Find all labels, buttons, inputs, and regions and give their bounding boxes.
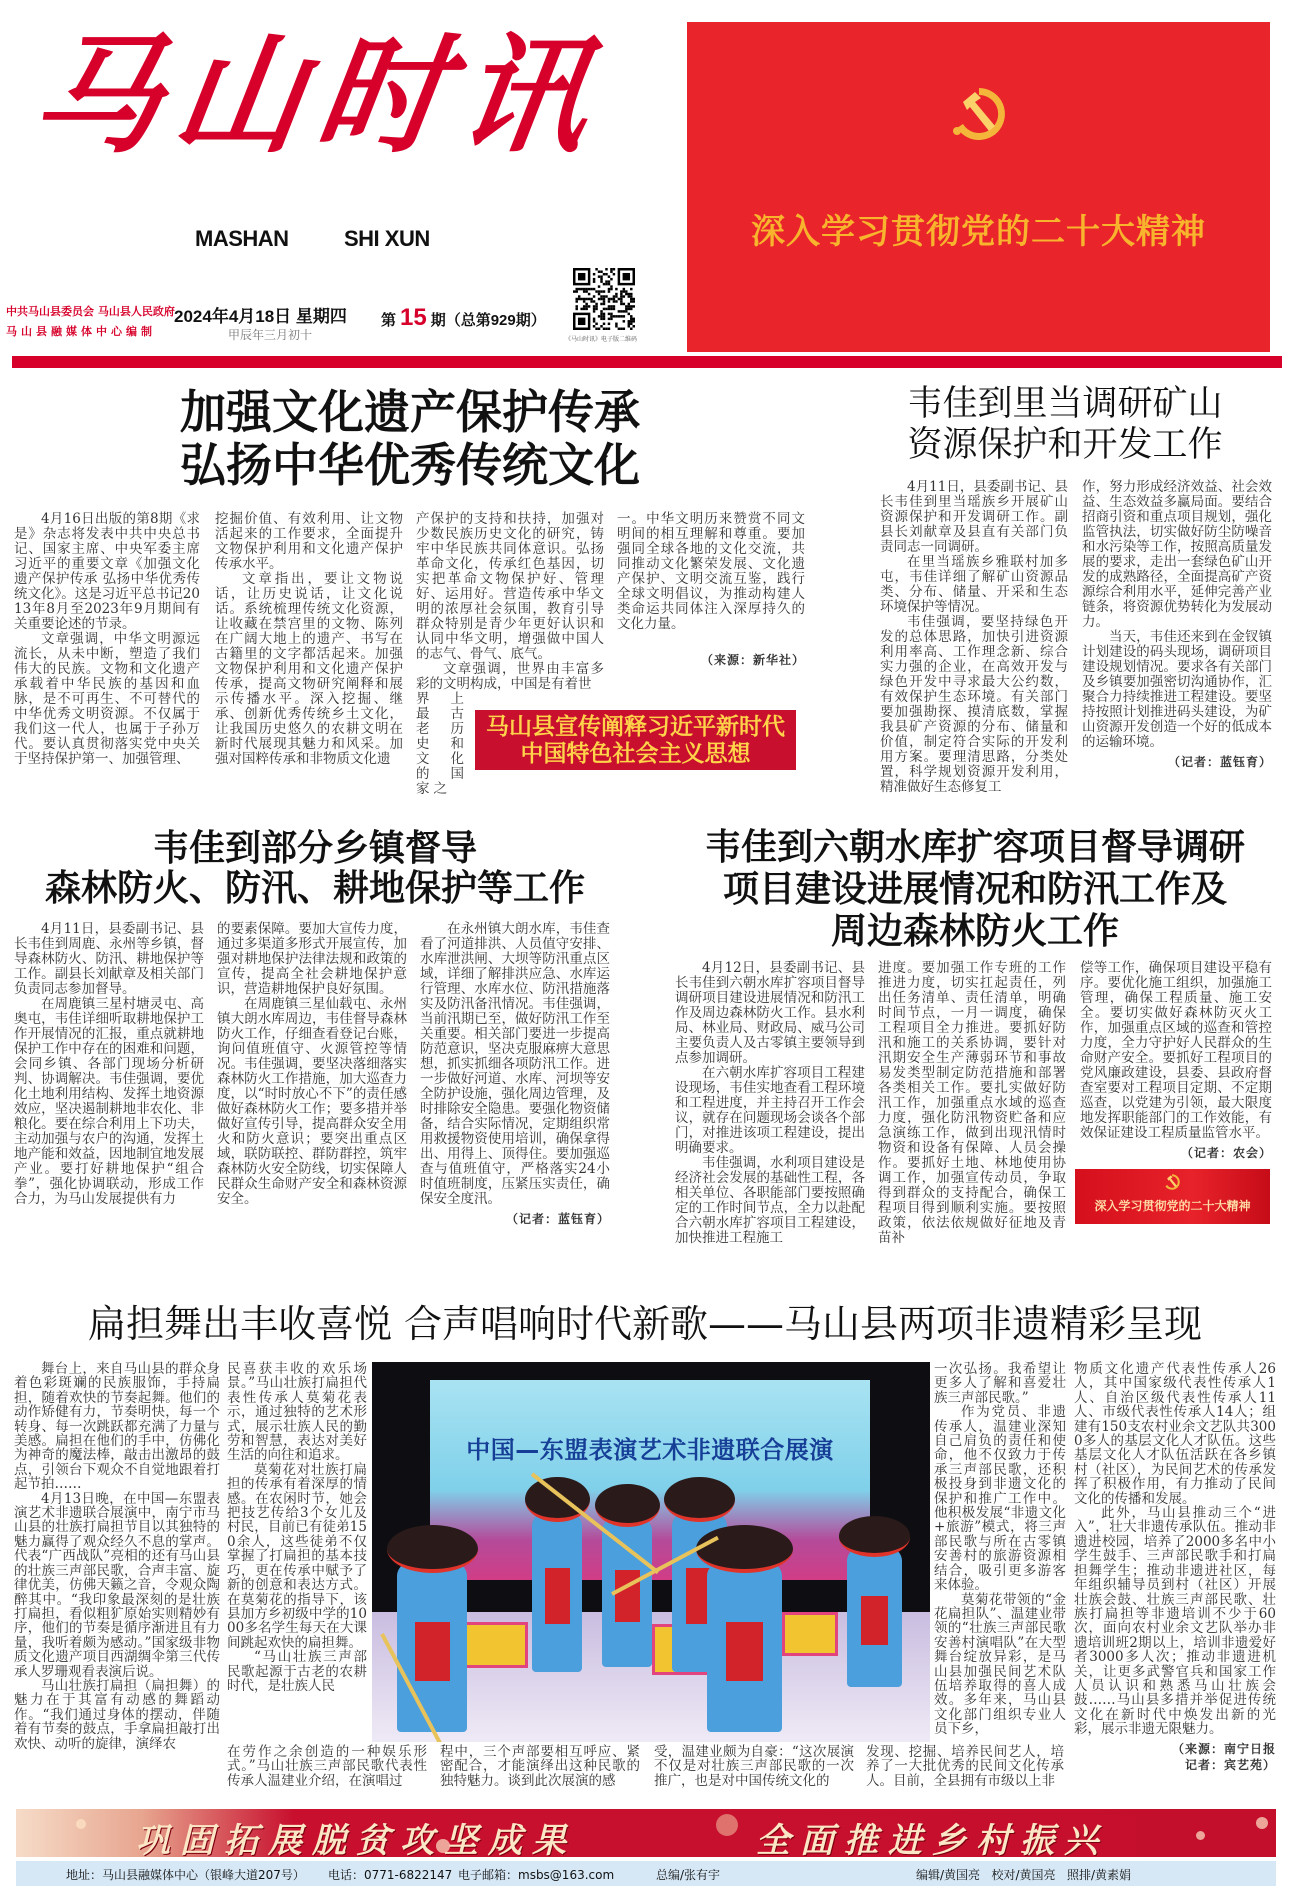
article4-column-3 (1080, 961, 1272, 1224)
article4-byline: （记者：农会） (1180, 1146, 1272, 1160)
footer-address: 地址：马山县融媒体中心（银峰大道207号） (66, 1868, 305, 1882)
stage-screen-title: 中国—东盟表演艺术非遗联合展演 (466, 1436, 834, 1464)
footer-email[interactable]: 电子邮箱：msbs@163.com (458, 1868, 615, 1882)
article5-row-1 (227, 1745, 427, 1788)
article3-headline-line1: 韦佳到部分乡镇督导 (152, 827, 477, 869)
article3-byline: （记者：蓝钰育） (505, 1212, 610, 1226)
paragraph: 4月11日，县委副书记、县长韦佳到周鹿、永州等乡镇，督导森林防火、防汛、耕地保护等工作。副县长刘献章及相关部门负责同志参加督导。 (14, 921, 204, 997)
paragraph: 韦佳强调，要坚持绿色开发的总体思路，加快引进资源利用率高、工作理念新、综合实力强的企业，在高效开发与绿色开发中寻求最大公约数，有效保护生态环境。有关部门要加强勘探、摸清底数，掌握我县矿产资源的分布、储量和价值，制定符合实际的开发利用方案。要理清思路，分类处置，科学规划资源开发利用，精准做好生态修复工 (880, 614, 1068, 795)
qr-caption: 《马山时讯》电子版二维码 (565, 336, 638, 343)
paragraph: 在周鹿镇三星村塘灵屯、高奥屯，韦佳详细听取耕地保护工作开展情况的汇报，重点就耕地保护工作中存在的困难和问题，会同乡镇、各部门现场分析研判、协调解决。韦佳强调，要优化土地利用结构、发挥土地资源效应，坚决遏制耕地非农化、非粮化。要在综合利用上下功夫，主动加强与农户的沟通，发挥土地产能和效益，因地制宜地发展产业。要打好耕地保护“组合拳”，强化协调联动，形成工作合力，为马山发展提供有力 (14, 996, 204, 1207)
top-slogan-banner (687, 22, 1270, 352)
issue-number-value: 15 (400, 304, 427, 331)
paragraph: 莫菊花对壮族打扁担的传承有着深厚的情感。在农闲时节，她会把技艺传给3个女儿及村民，目前已有徒弟150余人，这些徒弟不仅掌握了打扁担的基本技巧，更在传承中赋予了新的创意和表达方式。在莫菊花的指导下，该县加方乡初级中学的1000多名学生每天在大课间跳起欢快的扁担舞。 (227, 1461, 367, 1651)
paragraph: 在永州镇大朗水库，韦佳查看了河道排洪、人员值守安排、水库泄洪闸、大坝等防汛重点区域，详细了解排洪应急、水库运行管理、水库水位、防汛措施落实及防汛备汛情况。韦佳强调，当前汛期已至，做好防汛工作至关重要。相关部门要进一步提高防范意识，坚决克服麻痹大意思想，抓实抓细各项防汛工作。进一步做好河道、水库、河坝等安全防护设施，强化周边管理，及时排除安全隐患。要强化物资储备，结合实际情况，定期组织常用救援物资使用培训，确保拿得出、用得上、顶得住。要加强巡查与值班值守，严格落实24小时值班制度，压紧压实责任，确保安全度汛。 (420, 921, 610, 1207)
banner-text-left: 巩固拓展脱贫攻坚成果 (136, 1821, 576, 1857)
paragraph: 发现、挖掘、培养民间艺人，培养了一大批优秀的民间文化传承人。目前，全县拥有市级以上非 (866, 1744, 1064, 1789)
article4-headline[interactable] (680, 826, 1270, 952)
prop-bench (782, 1612, 838, 1656)
article5-column-d (1074, 1362, 1276, 1773)
promo-banner-twentieth-congress[interactable] (1075, 1169, 1270, 1224)
article4-column-2 (878, 961, 1066, 1246)
paragraph: 4月11日，县委副书记、县长韦佳到里当瑶族乡开展矿山资源保护和开发调研工作。副县长刘献章及县直有关部门负责同志一同调研。 (880, 479, 1068, 555)
paragraph: 在劳作之余创造的一种娱乐形式。”马山壮族三声部民歌代表性传承人温建业介绍，在演唱过 (227, 1744, 427, 1789)
promo-box-line1: 马山县宣传阐释习近平新时代 (486, 713, 785, 740)
paragraph: 作为党员、非遗传承人，温建业深知自己肩负的责任和使命，他不仅致力于传承三声部民歌，还积极投身到非遗文化的保护和推广工作中。他积极发展“非遗文化+旅游”模式，将三声部民歌与所在古零镇安善村的旅游资源相结合，吸引更多游客来体验。 (934, 1404, 1066, 1594)
paragraph: 莫菊花带领的“金花扁担队”、温建业带领的“壮族三声部民歌安善村演唱队”在大型舞台绽放异彩，是马山县加强民间艺术队伍培养取得的喜人成效。多年来，马山县文化部门组织专业人员下乡， (934, 1591, 1066, 1738)
masthead-divider (12, 356, 1282, 368)
publisher-info (6, 302, 175, 342)
logo-pinyin-mashan: MASHAN (195, 226, 289, 251)
article1-source: （来源：新华社） (700, 653, 805, 667)
paragraph: 4月12日，县委副书记、县长韦佳到六朝水库扩容项目督导调研项目建设进展情况和防汛工作及周边森林防火工作。县水利局、林业局、财政局、威马公司主要负责人及古零镇主要领导到点参加调研。 (675, 960, 865, 1066)
rural-revitalization-banner (16, 1809, 1276, 1857)
article1-column-2 (215, 512, 403, 767)
article5-byline: （来源：南宁日报 记者：宾艺苑） (1171, 1741, 1276, 1772)
article1-column-1 (14, 512, 200, 767)
paragraph: 产保护的支持和扶持，加强对少数民族历史文化的研究，铸牢中华民族共同体意识。弘扬革命文化，传承红色基因，切实把革命文物保护好、管理好、运用好。营造传承中华文明的浓厚社会氛围，教育引导群众特别是青少年更好认识和认同中华文明，增强做中国人的志气、骨气、底气。 (416, 511, 604, 662)
party-emblem-icon (949, 84, 1009, 144)
article2-headline-line2: 资源保护和开发工作 (907, 425, 1223, 465)
dancer (707, 1562, 782, 1732)
paragraph: 马山壮族打扁担（扁担舞）的魅力在于其富有动感的舞蹈动作。“我们通过身体的摆动，伴随着有节奏的鼓点，手拿扁担敲打出欢快、动听的旋律，演绎农 (14, 1677, 220, 1752)
paragraph: 此外，马山县推动三个“进入”，壮大非遗传承队伍。推动非遗进校园，培养了2000多名中小学生鼓手、三声部民歌手和打扁担舞学生；推动非遗进社区，每年组织辅导员到村（社区）开展壮族会鼓、壮族三声部民歌、壮族打扁担等非遗培训不少于60次，面向农村业余文艺队举办非遗培训班2期以上，培训非遗爱好者3000多人次；推动非遗进机关，让更多武警官兵和国家工作人员认识和熟悉马山壮族会鼓……马山县多措并举促进传统文化在新时代中焕发出新的光彩，展示非遗无限魅力。 (1074, 1505, 1276, 1738)
paragraph: 4月16日出版的第8期《求是》杂志将发表中共中央总书记、国家主席、中央军委主席习近平的重要文章《加强文化遗产保护传承 弘扬中华优秀传统文化》。这是习近平总书记2013年8月至2023年9月期间有关重要论述的节录。 (14, 511, 200, 632)
paragraph: 韦佳强调，水利项目建设是经济社会发展的基础性工程，各相关单位、各职能部门要按照确定的工作时间节点，全力以赴配合六朝水库扩容项目工程建设，加快推进工程施工 (675, 1155, 865, 1246)
article3-column-2 (217, 922, 407, 1207)
article5-column-a (14, 1362, 220, 1751)
article5-row-2 (440, 1745, 640, 1788)
article2-column-1 (880, 480, 1068, 795)
paragraph: 的要素保障。要加大宣传力度，通过多渠道多形式开展宣传，加强对耕地保护法律法规和政策的宣传，提高全社会耕地保护意识，营造耕地保护良好氛围。 (217, 921, 407, 997)
footer-chief-editor: 总编/张有宇 (656, 1868, 721, 1882)
article4-headline-line1: 韦佳到六朝水库扩容项目督导调研 (704, 826, 1245, 868)
logo-pinyin-shixun: SHI XUN (344, 226, 430, 251)
paragraph: 挖掘价值、有效利用、让文物活起来的工作要求，全面提升文物保护利用和文化遗产保护传承水平。 (215, 511, 403, 572)
article5-column-b (227, 1362, 367, 1693)
article1-column-4-text (617, 512, 805, 632)
footer-phone: 电话：0771-6822147 (328, 1868, 453, 1882)
dancer (847, 1547, 902, 1687)
paragraph: 文章强调，世界由丰富多彩的文明构成，中国是有着世 (416, 661, 604, 692)
article3-column-3 (420, 922, 610, 1227)
paragraph: 物质文化遗产代表性传承人26人，其中国家级代表性传承人1人、自治区级代表性传承人11人、市级代表性传承人14人；组建有150支农村业余文艺队共3000多人的基层文化人才队伍。这些基层文化人才队伍活跃在各乡镇村（社区），为民间艺术的传承发挥了积极作用，有力推动了民间文化的传播和发展。 (1074, 1361, 1276, 1507)
dancer (602, 1517, 652, 1667)
promo-box-line2: 中国特色社会主义思想 (520, 740, 751, 767)
article4-column-1 (675, 961, 865, 1246)
performance-photo (372, 1362, 930, 1742)
article2-column-2 (1082, 480, 1272, 770)
article1-headline-line1: 加强文化遗产保护传承 (180, 385, 640, 439)
paragraph: “马山壮族三声部民歌起源于古老的农耕时代，是壮族人民 (227, 1649, 367, 1694)
dancer (397, 1562, 467, 1732)
paragraph: 受，温建业颇为自豪：“这次展演不仅是对壮族三声部民歌的一次推广，也是对中国传统文化的 (654, 1744, 854, 1789)
footer-bar (16, 1861, 1276, 1886)
article5-headline[interactable]: 扁担舞出丰收喜悦 合声唱响时代新歌——马山县两项非遗精彩呈现 (87, 1302, 1203, 1346)
paragraph: 民喜获丰收的欢乐场景。”马山壮族打扁担代表性传承人莫菊花表示，通过独特的艺术形式，展示壮族人民的勤劳和智慧，表达对美好生活的向往和追求。 (227, 1361, 367, 1464)
paragraph: 在里当瑶族乡雅联村加多屯，韦佳详细了解矿山资源品类、分布、储量、开采和生态环境保护等情况。 (880, 554, 1068, 615)
article5-row-4 (866, 1745, 1064, 1788)
publisher-line-1: 中共马山县委员会 马山县人民政府 (6, 305, 175, 318)
paragraph: 程中，三个声部要相互呼应、紧密配合，才能演绎出这种民歌的独特魅力。谈到此次展演的感 (440, 1744, 640, 1789)
article4-column-3-text (1080, 961, 1272, 1141)
article1-column-3-tail: 界上最古老历史和文化的国家之 (416, 691, 468, 797)
promo-box-xi-thought[interactable] (475, 710, 796, 770)
paragraph: 在周鹿镇三星仙载屯、永州镇大朗水库周边，韦佳督导森林防火工作，仔细查看登记台账，询问值班值守、火源管控等情况。韦佳强调，要坚决落细落实森林防火工作措施，加大巡查力度，以“时时放心不下”的责任感做好森林防火工作；要多措并举做好宣传引导，提高群众安全用火和防火意识；要突出重点区域，联防联控、群防群控，筑牢森林防火安全防线，切实保障人民群众生命财产安全和森林资源安全。 (217, 996, 407, 1207)
banner-text-right: 全面推进乡村振兴 (756, 1821, 1108, 1857)
article5-row-3 (654, 1745, 854, 1788)
prop-bench (462, 1622, 528, 1668)
article1-column-3-text (416, 512, 604, 692)
issue-number (381, 304, 546, 332)
newspaper-logo: 马山时讯 (23, 21, 613, 171)
dancer (532, 1512, 582, 1672)
article3-column-3-text (420, 922, 610, 1207)
top-banner-slogan: 深入学习贯彻党的二十大精神 (751, 212, 1206, 252)
article2-headline[interactable] (880, 384, 1250, 466)
issue-suffix: 期（总第929期） (430, 312, 546, 329)
paragraph: 当天，韦佳还来到在金钗镇计划建设的码头现场，调研项目建设规划情况。要求各有关部门及乡镇要加强密切沟通协作，汇聚合力持续推进工程建设。要坚持按照计划推进码头建设，为矿山资源开发创造一个好的低成本的运输环境。 (1082, 629, 1272, 750)
article3-headline[interactable] (30, 828, 600, 908)
article1-column-4 (617, 512, 805, 668)
article1-headline[interactable] (160, 386, 660, 492)
paragraph: 偿等工作，确保项目建设平稳有序。要优化施工组织，加强施工管理，确保工程质量、施工安全。要切实做好森林防灭火工作，加强重点区域的巡查和管控力度，全力守护好人民群众的生命财产安全。要抓好工程项目的党风廉政建设，县委、县政府督查室要对工程项目定期、不定期巡查，以党建为引领，最大限度地发挥职能部门的工作效能，有效保证建设工程质量监管水平。 (1080, 960, 1272, 1141)
article4-headline-line3: 周边森林防火工作 (830, 910, 1119, 952)
article3-headline-line2: 森林防火、防汛、耕地保护等工作 (44, 867, 585, 909)
paragraph: 文章强调，中华文明源远流长，从未中断，塑造了我们伟大的民族。文物和文化遗产承载着中华民族的基因和血脉，是不可再生、不可替代的中华优秀文明资源。不仅属于我们这一代人，也属于子孙万代。要认真贯彻落实党中央关于坚持保护第一、加强管理、 (14, 631, 200, 767)
article5-column-d-text (1074, 1362, 1276, 1737)
article4-headline-line2: 项目建设进展情况和防汛工作及 (722, 868, 1227, 910)
paragraph: 在六朝水库扩容项目工程建设现场，韦佳实地查看工程环境和工程进度，并主持召开工作会议，就存在问题现场会谈各个部门，对推进该项工程建设，提出明确要求。 (675, 1065, 865, 1156)
party-emblem-icon (1163, 1173, 1181, 1191)
paragraph: 进度。要加强工作专班的工作推进力度，切实扛起责任，列出任务清单、责任清单，明确时间节点，一月一调度，确保工程项目全力推进。要抓好防汛和施工的关系协调，要针对汛期安全生产薄弱环节和事故易发类型制定防范措施和部署各类相关工作。要扎实做好防汛工作，加强重点水域的巡查力度，强化防汛物资贮备和应急演练工作，做到出现汛情时物资和设备有保障、人员会操作。要抓好土地、林地使用协调工作，加强宣传动员，争取得到群众的支持配合，确保工程项目得到顺利实施。要按照政策，依法依规做好征地及青苗补 (878, 960, 1066, 1246)
paragraph: 文章指出，要让文物说话，让历史说话，让文化说话。系统梳理传统文化资源，让收藏在禁宫里的文物、陈列在广阔大地上的遗产、书写在古籍里的文字都活起来。加强文物保护利用和文化遗产保护传承，提高文物研究阐释和展示传播水平。深入挖掘、继承、创新优秀传统乡土文化，让我国历史悠久的农耕文明在新时代展现其魅力和风采。加强对国粹传承和非物质文化遗 (215, 571, 403, 767)
footer-credits: 编辑/黄国亮 校对/黄国亮 照排/黄素娟 (916, 1868, 1132, 1882)
lunar-date: 甲辰年三月初十 (228, 328, 313, 342)
promo-banner-text: 深入学习贯彻党的二十大精神 (1094, 1199, 1251, 1213)
article5-column-c (934, 1362, 1066, 1737)
paragraph: 作，努力形成经济效益、社会效益、生态效益多赢局面。要结合招商引资和重点项目规划，强化监管执法，切实做好防尘防噪音和水污染等工作，按照高质量发展的要求，走出一套绿色矿山开发的成熟路径，全面提高矿产资源综合利用水平，延伸完善产业链条，将资源优势转化为发展动力。 (1082, 479, 1272, 630)
paragraph: 一。中华文明历来赞赏不同文明间的相互理解和尊重。要加强同全球各地的文化交流，共同推动文化繁荣发展、文化遗产保护、文明交流互鉴，践行全球文明倡议，为推动构建人类命运共同体注入深厚持久的文化力量。 (617, 511, 805, 632)
article1-headline-line2: 弘扬中华优秀传统文化 (180, 438, 640, 492)
issue-prefix: 第 (381, 312, 397, 329)
paragraph: 4月13日晚，在中国—东盟表演艺术非遗联合展演中，南宁市马山县的壮族打扁担节目以其独特的魅力赢得了观众经久不息的掌声。代表“广西战队”亮相的还有马山县的壮族三声部民歌，合声丰富、旋律优美，仿佛天籁之音，令观众陶醉其中。“我印象最深刻的是壮族打扁担，看似粗犷原始实则精妙有序，他们的节奏是循序渐进且有力量，我听着颇为感动。”国家级非物质文化遗产项目西湖绸伞第三代传承人罗珊观看表演后说。 (14, 1490, 220, 1680)
article3-column-1 (14, 922, 204, 1207)
issue-date: 2024年4月18日 星期四 (174, 307, 347, 326)
article2-headline-line1: 韦佳到里当调研矿山 (907, 384, 1223, 424)
article2-byline: （记者：蓝钰育） (1167, 755, 1272, 769)
paragraph: 舞台上，来自马山县的群众身着色彩斑斓的民族服饰，手持扁担，随着欢快的节奏起舞。他们的动作矫健有力，节奏明快，每一个转身、每一次跳跃都充满了力量与美感。扁担在他们的手中，仿佛化为神奇的魔法棒，敲击出激昂的鼓点，引领台下观众不自觉地跟着打起节拍…… (14, 1361, 220, 1493)
article2-column-2-text (1082, 480, 1272, 750)
publisher-line-2: 马山县融媒体中心编制 (6, 325, 156, 338)
qr-code[interactable] (573, 268, 635, 330)
paragraph: 一次弘扬。我希望让更多人了解和喜爱壮族三声部民歌。” (934, 1361, 1066, 1406)
